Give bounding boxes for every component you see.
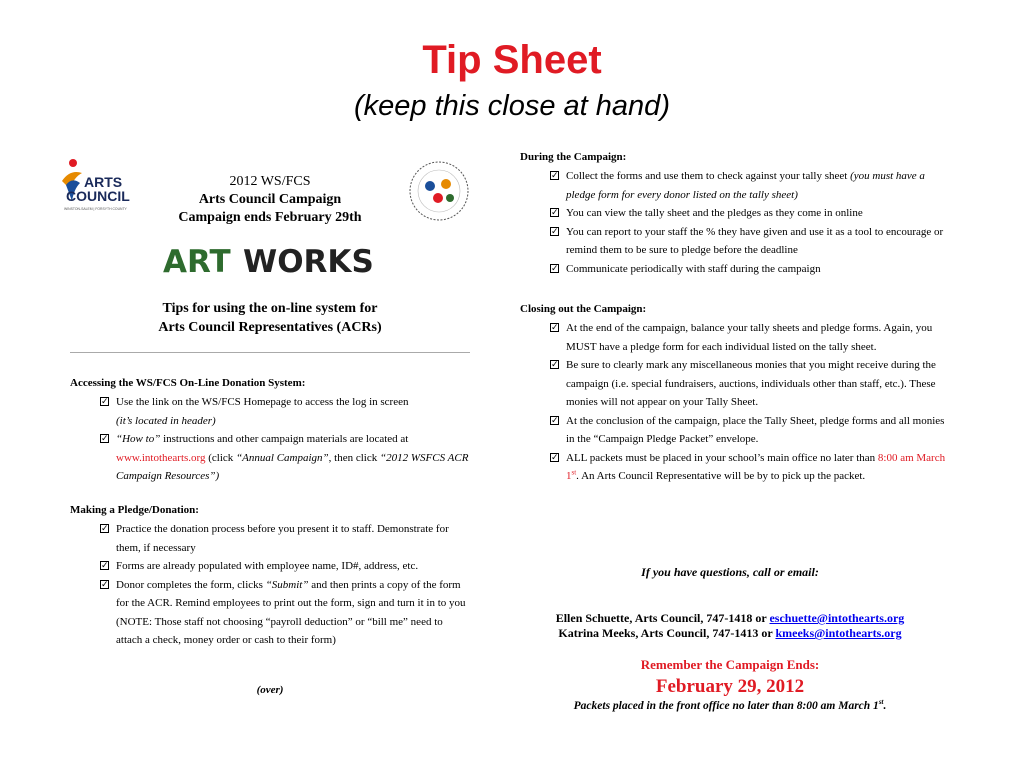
intothearts-link[interactable]: www.intothearts.org xyxy=(116,451,206,464)
list-item xyxy=(550,204,950,223)
item-text: and then prints a copy of the form for the ACR. Remind employees to print out the form, sign and turn it in to you (NOTE: Those staff not choosing “payroll deduction” or “bill me” need to attach a check, money order or cash to their form) xyxy=(116,578,466,646)
checkbox-icon: ✓ xyxy=(101,561,109,571)
checkbox-icon: ✓ xyxy=(101,579,109,590)
item-text: Collect the forms and use them to check against your tally sheet xyxy=(566,170,851,182)
item-text: Use the link on the WS/FCS Homepage to access the log in screen xyxy=(116,396,409,408)
list-item xyxy=(100,430,470,486)
checkbox-icon: ✓ xyxy=(551,415,559,426)
item-text: Practice the donation process before you present it to staff. Demonstrate for them, if necessary xyxy=(116,523,449,554)
item-text: Forms are already populated with employee name, ID#, address, etc. xyxy=(116,560,419,572)
item-text: ALL packets must be placed in your school’s main office no later than xyxy=(566,451,878,464)
during-list xyxy=(550,167,950,278)
remember-heading: Remember the Campaign Ends: xyxy=(640,657,820,672)
list-item xyxy=(550,319,950,356)
deadline-time: 8:00 am March 1 xyxy=(566,451,946,482)
contact-row xyxy=(520,626,940,641)
item-lead: “How to” xyxy=(116,433,161,445)
campaign-deadline: Campaign ends February 29th xyxy=(178,210,362,225)
artworks-logo xyxy=(163,242,383,278)
circular-seal-icon xyxy=(408,160,470,222)
checkbox-icon: ✓ xyxy=(101,397,109,407)
tips-heading-line2: Arts Council Representatives (ACRs) xyxy=(158,320,382,335)
during-section xyxy=(520,148,950,278)
item-text: . An Arts Council Representative will be by to pick up the packet. xyxy=(576,470,866,482)
checkbox-icon: ✓ xyxy=(101,434,109,444)
item-text: (click xyxy=(205,451,237,464)
accessing-section xyxy=(70,374,470,486)
packets-note xyxy=(520,700,940,712)
contacts-block xyxy=(520,611,940,641)
checkbox-icon: ✓ xyxy=(551,171,559,181)
closing-list xyxy=(550,319,950,486)
submit-label: “Submit” xyxy=(265,578,309,591)
list-item xyxy=(100,557,470,576)
questions-prompt: If you have questions, call or email: xyxy=(641,565,819,579)
closing-section xyxy=(520,300,950,486)
list-item xyxy=(100,520,470,557)
list-item xyxy=(100,393,470,430)
item-note: (you must have a pledge form for every donor listed on the tally sheet) xyxy=(566,170,925,201)
accessing-list xyxy=(100,393,470,486)
page-subtitle: (keep this close at hand) xyxy=(354,90,670,122)
campaign-heading xyxy=(150,173,390,227)
item-text: Be sure to clearly mark any miscellaneous monies that you might receive during the campaign (i.e. special fundraisers, auctions, individuals other than staff, etc.). These monies will not appear on your Tally Sheet. xyxy=(566,359,936,408)
over-note: (over) xyxy=(256,684,284,696)
list-item xyxy=(550,260,950,279)
checkbox-icon: ✓ xyxy=(551,323,559,333)
packets-end: . xyxy=(883,700,887,712)
artworks-word2: WORKS xyxy=(243,244,374,278)
item-text: At the end of the campaign, balance your tally sheets and pledge forms. Again, you MUST have a pledge form for each individual listed on the tally sheet. xyxy=(566,322,933,353)
pledge-section xyxy=(70,501,470,650)
arts-logo-tagline: WINSTON-SALEM | FORSYTH COUNTY xyxy=(64,207,127,211)
artworks-word1: ART xyxy=(163,244,231,278)
list-item xyxy=(550,223,950,260)
item-text: Donor completes the form, clicks xyxy=(116,578,266,591)
list-item xyxy=(100,576,470,650)
section-divider xyxy=(70,352,470,353)
checkbox-icon: ✓ xyxy=(551,452,559,463)
item-text: You can view the tally sheet and the pledges as they come in online xyxy=(566,207,863,219)
campaign-name: Arts Council Campaign xyxy=(198,192,342,207)
during-heading: During the Campaign: xyxy=(520,151,627,163)
packets-text: Packets placed in the front office no later than 8:00 am March 1 xyxy=(573,700,879,712)
item-text: , then click xyxy=(328,451,380,464)
item-text: Communicate periodically with staff during the campaign xyxy=(566,262,821,275)
closing-heading: Closing out the Campaign: xyxy=(520,303,647,315)
checkbox-icon: ✓ xyxy=(551,208,559,218)
contact-row xyxy=(520,611,940,626)
list-item xyxy=(550,167,950,204)
arts-council-logo xyxy=(58,155,148,215)
list-item xyxy=(550,449,950,486)
accessing-heading: Accessing the WS/FCS On-Line Donation System: xyxy=(70,377,306,389)
email-link[interactable]: eschuette@intothearts.org xyxy=(769,611,905,625)
pledge-heading: Making a Pledge/Donation: xyxy=(70,504,199,516)
checkbox-icon: ✓ xyxy=(551,360,559,370)
deadline-sup: st xyxy=(571,468,577,477)
end-date: February 29, 2012 xyxy=(655,676,805,697)
contact-text: Ellen Schuette, Arts Council, 747-1418 or xyxy=(555,611,770,625)
arts-logo-line2: COUNCIL xyxy=(66,188,130,204)
tips-heading xyxy=(70,299,470,337)
checkbox-icon: ✓ xyxy=(551,263,559,274)
email-link[interactable]: kmeeks@intothearts.org xyxy=(775,626,902,640)
packets-sup: st xyxy=(878,698,884,707)
item-text: instructions and other campaign materials are located at xyxy=(160,433,409,445)
list-item xyxy=(550,412,950,449)
contact-text: Katrina Meeks, Arts Council, 747-1413 or xyxy=(558,626,776,640)
list-item xyxy=(550,356,950,412)
annual-campaign-label: “Annual Campaign” xyxy=(236,451,329,464)
campaign-year: 2012 WS/FCS xyxy=(229,174,311,189)
checkbox-icon: ✓ xyxy=(101,524,109,534)
tips-heading-line1: Tips for using the on-line system for xyxy=(162,301,378,316)
campaign-resources-label: “2012 WSFCS ACR Campaign Resources”) xyxy=(116,451,469,482)
pledge-list xyxy=(100,520,470,650)
item-text: At the conclusion of the campaign, place the Tally Sheet, pledge forms and all monies in the “Campaign Pledge Packet” envelope. xyxy=(566,414,945,445)
item-note: (it’s located in header) xyxy=(116,414,216,427)
page-title: Tip Sheet xyxy=(422,38,602,82)
arts-logo-line1: ARTS xyxy=(84,174,123,190)
item-text: You can report to your staff the % they have given and use it as a tool to encourage or remind them to be sure to pledge before the deadline xyxy=(566,225,944,256)
checkbox-icon: ✓ xyxy=(551,226,559,237)
